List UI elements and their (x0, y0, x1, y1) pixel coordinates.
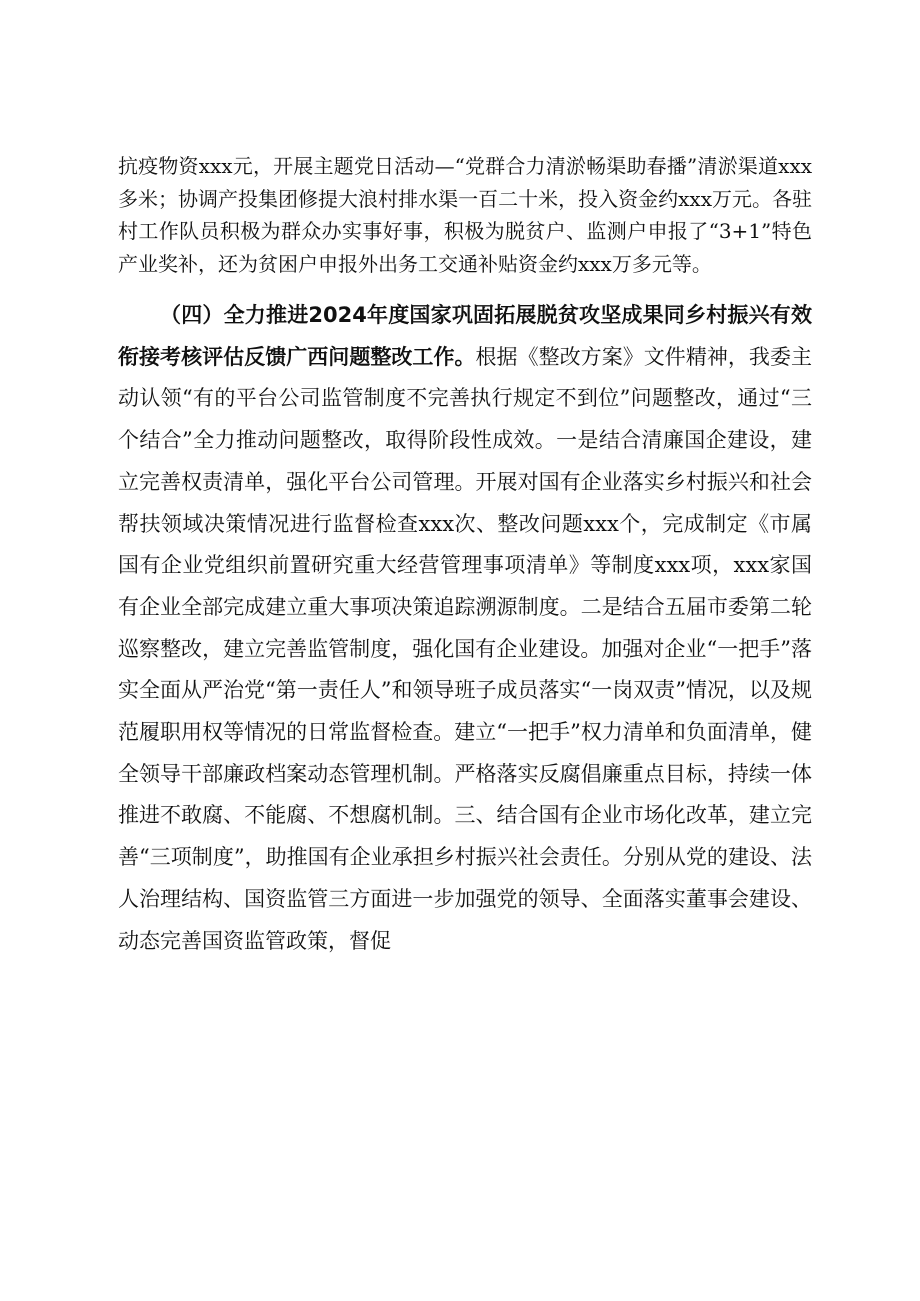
section-heading: （四）全力推进2024年度国家巩固拓展脱贫攻坚成果同乡村振兴有效衔接考核评估反馈广西问题整改工作。 (118, 303, 812, 369)
paragraph-continued: 抗疫物资xxx元，开展主题党日活动—“党群合力清淤畅渠助春播”清淤渠道xxx多米；协调产投集团修提大浪村排水渠一百二十米，投入资金约xxx万元。各驻村工作队员积极为群众办实事好事，积极为脱贫户、监测户申报了“3+1”特色产业奖补，还为贫困户申报外出务工交通补贴资金约xxx万多元等。 (118, 154, 812, 276)
document-page (118, 150, 812, 962)
section-four-paragraph (118, 295, 812, 962)
section-body: 根据《整改方案》文件精神，我委主动认领“有的平台公司监管制度不完善执行规定不到位”问题整改，通过“三个结合”全力推动问题整改，取得阶段性成效。一是结合清廉国企建设，建立完善权责清单，强化平台公司管理。开展对国有企业落实乡村振兴和社会帮扶领域决策情况进行监督检查xxx次、整改问题xxx个，完成制定《市属国有企业党组织前置研究重大经营管理事项清单》等制度xxx项，xxx家国有企业全部完成建立重大事项决策追踪溯源制度。二是结合五届市委第二轮巡察整改，建立完善监管制度，强化国有企业建设。加强对企业“一把手”落实全面从严治党“第一责任人”和领导班子成员落实“一岗双责”情况，以及规范履职用权等情况的日常监督检查。建立“一把手”权力清单和负面清单，健全领导干部廉政档案动态管理机制。严格落实反腐倡廉重点目标，持续一体推进不敢腐、不能腐、不想腐机制。三、结合国有企业市场化改革，建立完善“三项制度”，助推国有企业承担乡村振兴社会责任。分别从党的建设、法人治理结构、国资监管三方面进一步加强党的领导、全面落实董事会建设、动态完善国资监管政策，督促 (118, 344, 812, 953)
